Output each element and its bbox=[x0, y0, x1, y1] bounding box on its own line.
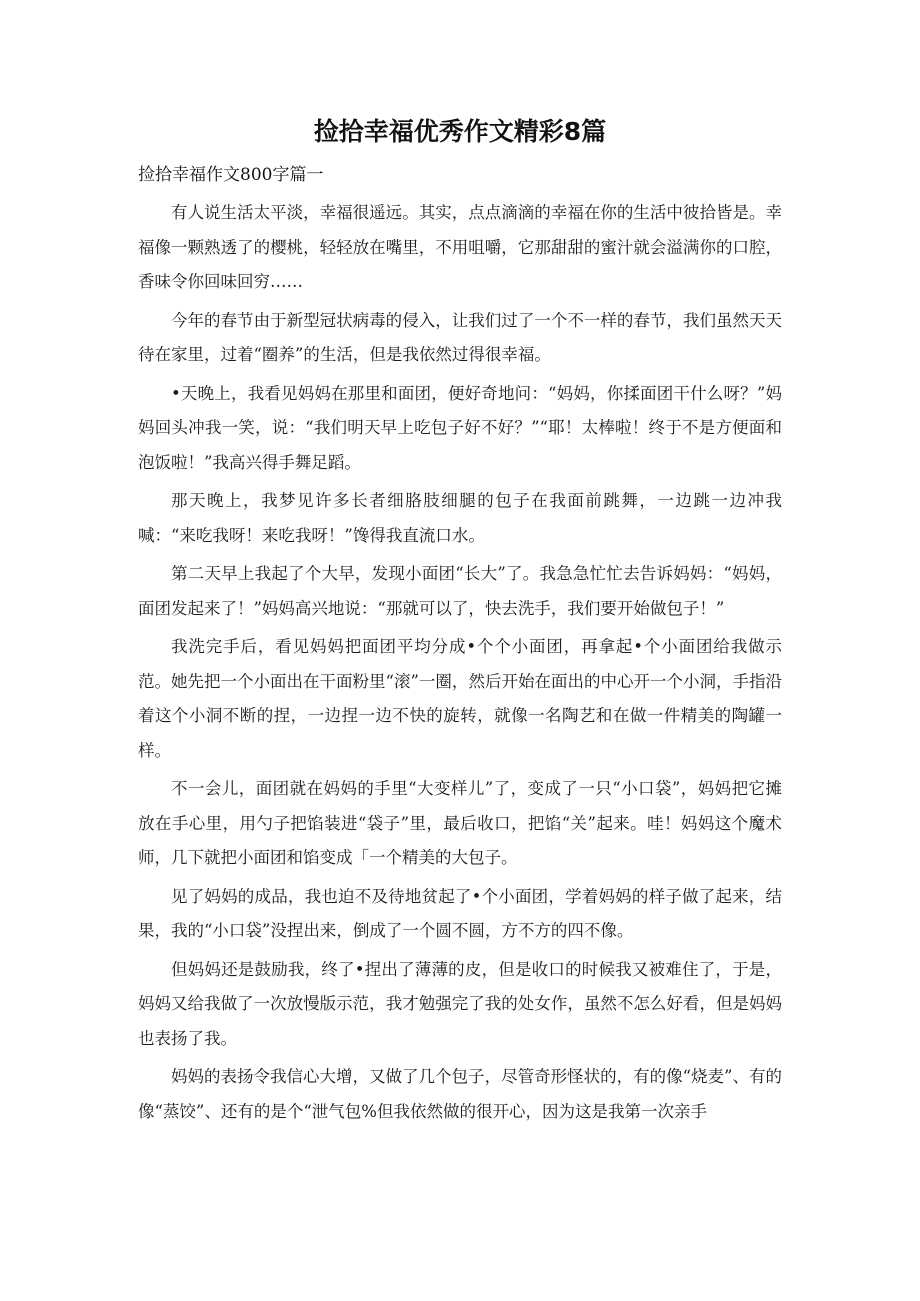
article-body bbox=[138, 196, 782, 1133]
paragraph: 见了妈妈的成品，我也迫不及待地贫起了•个小面团，学着妈妈的样子做了起来，结果，我的“小口袋”没捏出来，倒成了一个圆不圆，方不方的四不像。 bbox=[138, 886, 782, 940]
page-title: 捡拾幸福优秀作文精彩8篇 bbox=[313, 117, 607, 146]
paragraph: 妈妈的表扬令我信心大增，又做了几个包子，尽管奇形怪状的，有的像“烧麦”、有的像“蒸饺”、还有的是个“泄气包%但我依然做的很开心，因为这是我第一次亲手 bbox=[138, 1067, 782, 1121]
paragraph: 但妈妈还是鼓励我，终了•捏出了薄薄的皮，但是收口的时候我又被难住了，于是，妈妈又给我做了一次放慢版示范，我才勉强完了我的处女作，虽然不怎么好看，但是妈妈也表扬了我。 bbox=[138, 959, 782, 1048]
paragraph: 今年的春节由于新型冠状病毒的侵入，让我们过了一个不一样的春节，我们虽然天天待在家里，过着“圈养”的生活，但是我依然过得很幸福。 bbox=[138, 310, 782, 364]
paragraph: 不一会儿，面团就在妈妈的手里“大变样儿”了，变成了一只“小口袋”，妈妈把它摊放在手心里，用勺子把馅装进“袋子”里，最后收口，把馅“关”起来。哇！妈妈这个魔术师，几下就把小面团和馅变成「一个精美的大包子。 bbox=[138, 779, 782, 867]
paragraph: 我洗完手后，看见妈妈把面团平均分成•个个小面团，再拿起•个小面团给我做示范。她先把一个小面出在干面粉里“滚”一圈，然后开始在面出的中心开一个小洞，手指沿着这个小洞不断的捏，一边捏一边不快的旋转，就像一名陶艺和在做一件精美的陶罐一样。 bbox=[138, 637, 782, 760]
section-heading: 捡拾幸福作文800字篇一 bbox=[138, 165, 324, 185]
paragraph: •天晚上，我看见妈妈在那里和面团，便好奇地问：“妈妈，你揉面团干什么呀？”妈妈回头冲我一笑，说：“我们明天早上吃包子好不好？”“耶！太棒啦！终于不是方便面和泡饭啦！”我高兴得手舞足蹈。 bbox=[138, 383, 782, 472]
paragraph: 第二天早上我起了个大早，发现小面团“长大”了。我急急忙忙去告诉妈妈：“妈妈，面团发起来了！”妈妈高兴地说：“那就可以了，快去洗手，我们要开始做包子！” bbox=[138, 564, 782, 618]
paragraph: 有人说生活太平淡，幸福很遥远。其实，点点滴滴的幸福在你的生活中彼拾皆是。幸福像一颗熟透了的樱桃，轻轻放在嘴里，不用咀嚼，它那甜甜的蜜汁就会溢满你的口腔，香味令你回味回穷…… bbox=[138, 203, 782, 291]
paragraph: 那天晚上，我梦见许多长者细胳肢细腿的包子在我面前跳舞，一边跳一边冲我喊：“来吃我呀！来吃我呀！”馋得我直流口水。 bbox=[138, 491, 782, 545]
